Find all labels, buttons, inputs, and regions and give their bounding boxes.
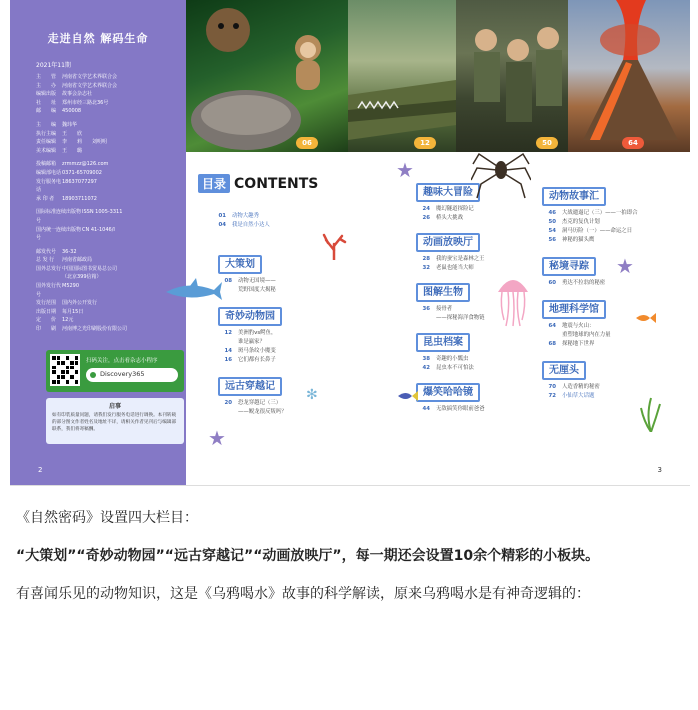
toc-section-title: 无厘头: [542, 361, 586, 380]
page-number-left: 2: [38, 466, 43, 474]
toc-item: 64 地震与火山：: [548, 323, 595, 329]
info-value: 18903711072: [62, 195, 97, 202]
search-handle: Discovery365: [86, 368, 178, 382]
toc-section-title: 图解生物: [416, 283, 470, 302]
toc-section-title: 奇妙动物园: [218, 307, 282, 326]
info-value: 河南博之光印刷股份有限公司: [62, 326, 128, 333]
info-key: 美术编辑: [36, 147, 57, 154]
info-value: M5290: [62, 283, 80, 290]
info-row: [22, 299, 174, 308]
info-key: 出版日期: [36, 308, 57, 315]
info-value: 450008: [62, 108, 82, 115]
toc-section-title: 爆笑哈哈镜: [416, 383, 480, 402]
toc-item: 50 杰克的复仇计划: [548, 219, 600, 225]
info-row: [22, 308, 174, 317]
contents-heading: [198, 174, 318, 193]
toc-item: 42 昆虫本不可怕法: [422, 365, 474, 371]
info-value: CN 41-1046/I: [82, 226, 115, 233]
info-value: （北京399信箱）: [62, 274, 102, 281]
toc-section-title: 地理科学馆: [542, 300, 606, 319]
info-value: 河南省文学艺术界联合会: [62, 74, 118, 80]
fish-icon: [634, 312, 656, 324]
masthead-title: 走进自然 解码生命: [47, 32, 149, 45]
info-key: 编辑出版: [36, 91, 57, 98]
notice-box: [46, 398, 184, 444]
toc-section-title: 秘境寻踪: [542, 257, 596, 276]
qr-banner: [46, 350, 184, 392]
qr-code-icon: [50, 354, 80, 386]
info-value: 王 璐: [62, 147, 83, 154]
toc-item: 32 老鼠也能当大师: [422, 265, 474, 271]
toc-item: 36 接骨者: [422, 306, 453, 312]
page-tag: 50: [536, 137, 558, 149]
info-value: 12元: [62, 317, 74, 324]
star-icon: ★: [208, 426, 226, 450]
article-body: [16, 506, 686, 620]
info-row: [22, 226, 174, 243]
info-row: [22, 316, 174, 325]
article-paragraph-bold: “大策划”“奇妙动物园”“远古穿越记”“动画放映厅”，每一期还会设置10余个精彩的小板块。: [16, 548, 600, 564]
info-row: [22, 325, 174, 334]
info-key: 发行范围: [36, 300, 57, 307]
toc-item: 26 桥头大挑战: [422, 215, 463, 221]
seaweed-icon: [638, 396, 664, 432]
info-key: 社 址: [36, 99, 57, 106]
article-paragraph: 《自然密码》设置四大栏目：: [16, 510, 198, 526]
toc-item: ——探秘海洋食物链: [436, 315, 485, 321]
info-key: 承 印 者: [36, 195, 55, 202]
coral-icon: [321, 232, 347, 260]
info-row: [22, 138, 174, 147]
page-tag: 06: [296, 137, 318, 149]
toc-item: 16 它们都有长鼻子: [224, 357, 276, 363]
info-row: [22, 160, 174, 169]
star-icon: ★: [616, 254, 634, 278]
toc-item: ——鲵龙很反叛吗？: [238, 409, 287, 415]
contents-page: [186, 152, 690, 486]
toc-item: 68 探秘地下世界: [548, 341, 595, 347]
toc-item: 20 恐龙穿越记（三）: [224, 400, 282, 406]
toc-section: [542, 297, 682, 349]
toc-item: 12 美洲豹vs鳄鱼，: [224, 330, 277, 336]
snowflake-icon: ✻: [306, 387, 318, 403]
info-value: 魏玮华: [62, 121, 78, 128]
info-value: 郑州市经三路北36号: [62, 99, 109, 106]
info-row: [22, 256, 174, 265]
info-value: 36-32: [62, 248, 77, 255]
info-value: 李 莉 刘明明: [62, 139, 108, 146]
toc-item: 荒野国度大揭秘: [238, 287, 276, 293]
photo-strip: [186, 0, 690, 152]
info-key: 定 价: [36, 317, 57, 324]
info-key: 主 办: [36, 82, 57, 89]
info-key: 邮 编: [36, 108, 57, 115]
info-row: [22, 178, 174, 195]
toc-item: 04 我是自然小达人: [218, 222, 270, 228]
contents-word: CONTENTS: [234, 175, 319, 192]
photo-volcano: [568, 0, 690, 152]
info-key: 投稿邮箱: [36, 161, 57, 168]
notice-title: 启事: [108, 403, 121, 410]
info-row: [22, 82, 174, 91]
toc-item: 重塑地球的内在力量: [562, 332, 611, 338]
info-key: 主 编: [36, 121, 57, 128]
toc-section: [218, 304, 328, 365]
info-row: [22, 282, 174, 299]
qr-text: 扫码关注，点击看杂志小程序: [86, 358, 158, 364]
info-row: [22, 147, 174, 156]
wildlife-illustration: [186, 0, 348, 152]
info-row: [22, 265, 174, 274]
masthead-info: [22, 73, 174, 334]
toc-item: 46 大战邋遢记（三）——一拍即合: [548, 210, 638, 216]
info-value: 河南省文学艺术界联合会: [62, 82, 118, 89]
toc-item: 14 斑马条纹小魔变: [224, 348, 276, 354]
info-row: [22, 208, 174, 225]
info-key: 编辑部电话: [36, 169, 62, 176]
magazine-spread-image: [10, 0, 690, 486]
crocodile-illustration: [348, 0, 456, 152]
info-key: [22, 273, 62, 282]
toc-section: [542, 358, 682, 401]
info-value: 河南省邮政局: [62, 257, 93, 264]
info-value: 18637077297: [62, 178, 97, 185]
jellyfish-icon: [496, 272, 530, 328]
toc-item: 56 神秘的猫头鹰: [548, 237, 595, 243]
mulu-label: 目录: [198, 174, 230, 193]
info-key: 责任编辑: [36, 139, 57, 146]
star-icon: ★: [396, 158, 414, 182]
article-paragraph: 有喜闻乐见的动物知识，这是《乌鸦喝水》故事的科学解读，原来乌鸦喝水是有神奇逻辑的：: [16, 586, 590, 602]
toc-section: [218, 252, 328, 295]
toc-section: [542, 184, 682, 245]
info-key: 发行服务电话: [36, 178, 62, 194]
toc-section-title: 大策划: [218, 255, 262, 274]
toc-section-title: 趣味大冒险: [416, 183, 480, 202]
volcano-illustration: [568, 0, 690, 152]
toc-item: 70 人造香精的秘密: [548, 384, 600, 390]
info-key: 国外总发行: [36, 265, 62, 272]
toc-section: [416, 380, 546, 414]
info-row: [22, 248, 174, 257]
info-key: 国际标准连续出版物号: [36, 209, 82, 224]
contents-intro: [212, 212, 270, 230]
info-row: [22, 130, 174, 139]
toc-section-title: 动物故事汇: [542, 187, 606, 206]
photo-wildlife: [186, 0, 348, 152]
fish-icon: [396, 390, 418, 402]
contents-column-3: [542, 184, 682, 410]
toc-item: 24 魔幻隧道探险记: [422, 206, 474, 212]
info-value: 国内外公开发行: [62, 300, 98, 307]
shark-icon: [164, 278, 224, 304]
toc-item: 60 勇达不拉翁的秘密: [548, 280, 606, 286]
info-row: [22, 107, 174, 116]
info-key: 国内统一连续出版物号: [36, 226, 82, 242]
info-key: 印 刷: [36, 326, 57, 333]
toc-section: [416, 230, 546, 273]
info-value: zrmmzz@126.com: [62, 161, 109, 168]
page-tag: 12: [414, 137, 436, 149]
info-row: [22, 99, 174, 108]
info-value: 中国国际图书贸易总公司: [62, 265, 118, 272]
info-row: [22, 121, 174, 130]
photo-soldiers: [456, 0, 568, 152]
toc-section: [542, 254, 682, 288]
toc-section-title: 昆虫档案: [416, 333, 470, 352]
info-row: [22, 169, 174, 178]
info-value: ISSN 1005-3311: [82, 209, 123, 216]
info-row: [22, 273, 174, 282]
info-value: 每月15日: [62, 308, 84, 315]
toc-section: [416, 330, 546, 373]
info-key: 执行主编: [36, 130, 57, 137]
toc-item: 谁是赢家？: [238, 339, 265, 345]
toc-item: 72 小仙草大话题: [548, 393, 595, 399]
toc-item: 54 洞马历险（一）——命运之日: [548, 228, 633, 234]
info-value: 0371-65709002: [62, 169, 102, 176]
notice-body: 如有印装质量问题，请我们发行服务电话进行调换。本刊转载的部分图文作者姓名及地址不详，请相关作者见刊后与编辑部联系，我们将寄稿酬。: [52, 413, 177, 432]
info-value: 故事会杂志社: [62, 91, 93, 98]
info-value: 王 欣: [62, 130, 83, 137]
toc-item: 28 我的蚕宝是森林之王: [422, 256, 485, 262]
toc-section-title: 远古穿越记: [218, 377, 282, 396]
toc-item: 44 无敌搞笑你眼前爸爸: [422, 406, 485, 412]
info-key: 国外发行代号: [36, 283, 62, 298]
info-row: [22, 195, 174, 204]
photo-crocodile: [348, 0, 456, 152]
issue-date: 2021年11期: [36, 62, 71, 69]
toc-section-title: 动画放映厅: [416, 233, 480, 252]
info-row: [22, 90, 174, 99]
spider-icon: [471, 140, 531, 200]
page-tag: 64: [622, 137, 644, 149]
soldiers-illustration: [456, 0, 568, 152]
toc-item: 01 动物大趣秀: [218, 213, 259, 219]
toc-item: 08 动物无国境——: [224, 278, 276, 284]
info-key: 邮发代号: [36, 248, 57, 255]
page-number-right: 3: [657, 466, 662, 474]
info-row: [22, 73, 174, 82]
toc-item: 38 奇趣的小瓢虫: [422, 356, 469, 362]
info-key: 总 发 行: [36, 257, 55, 264]
info-key: 主 管: [36, 74, 57, 80]
